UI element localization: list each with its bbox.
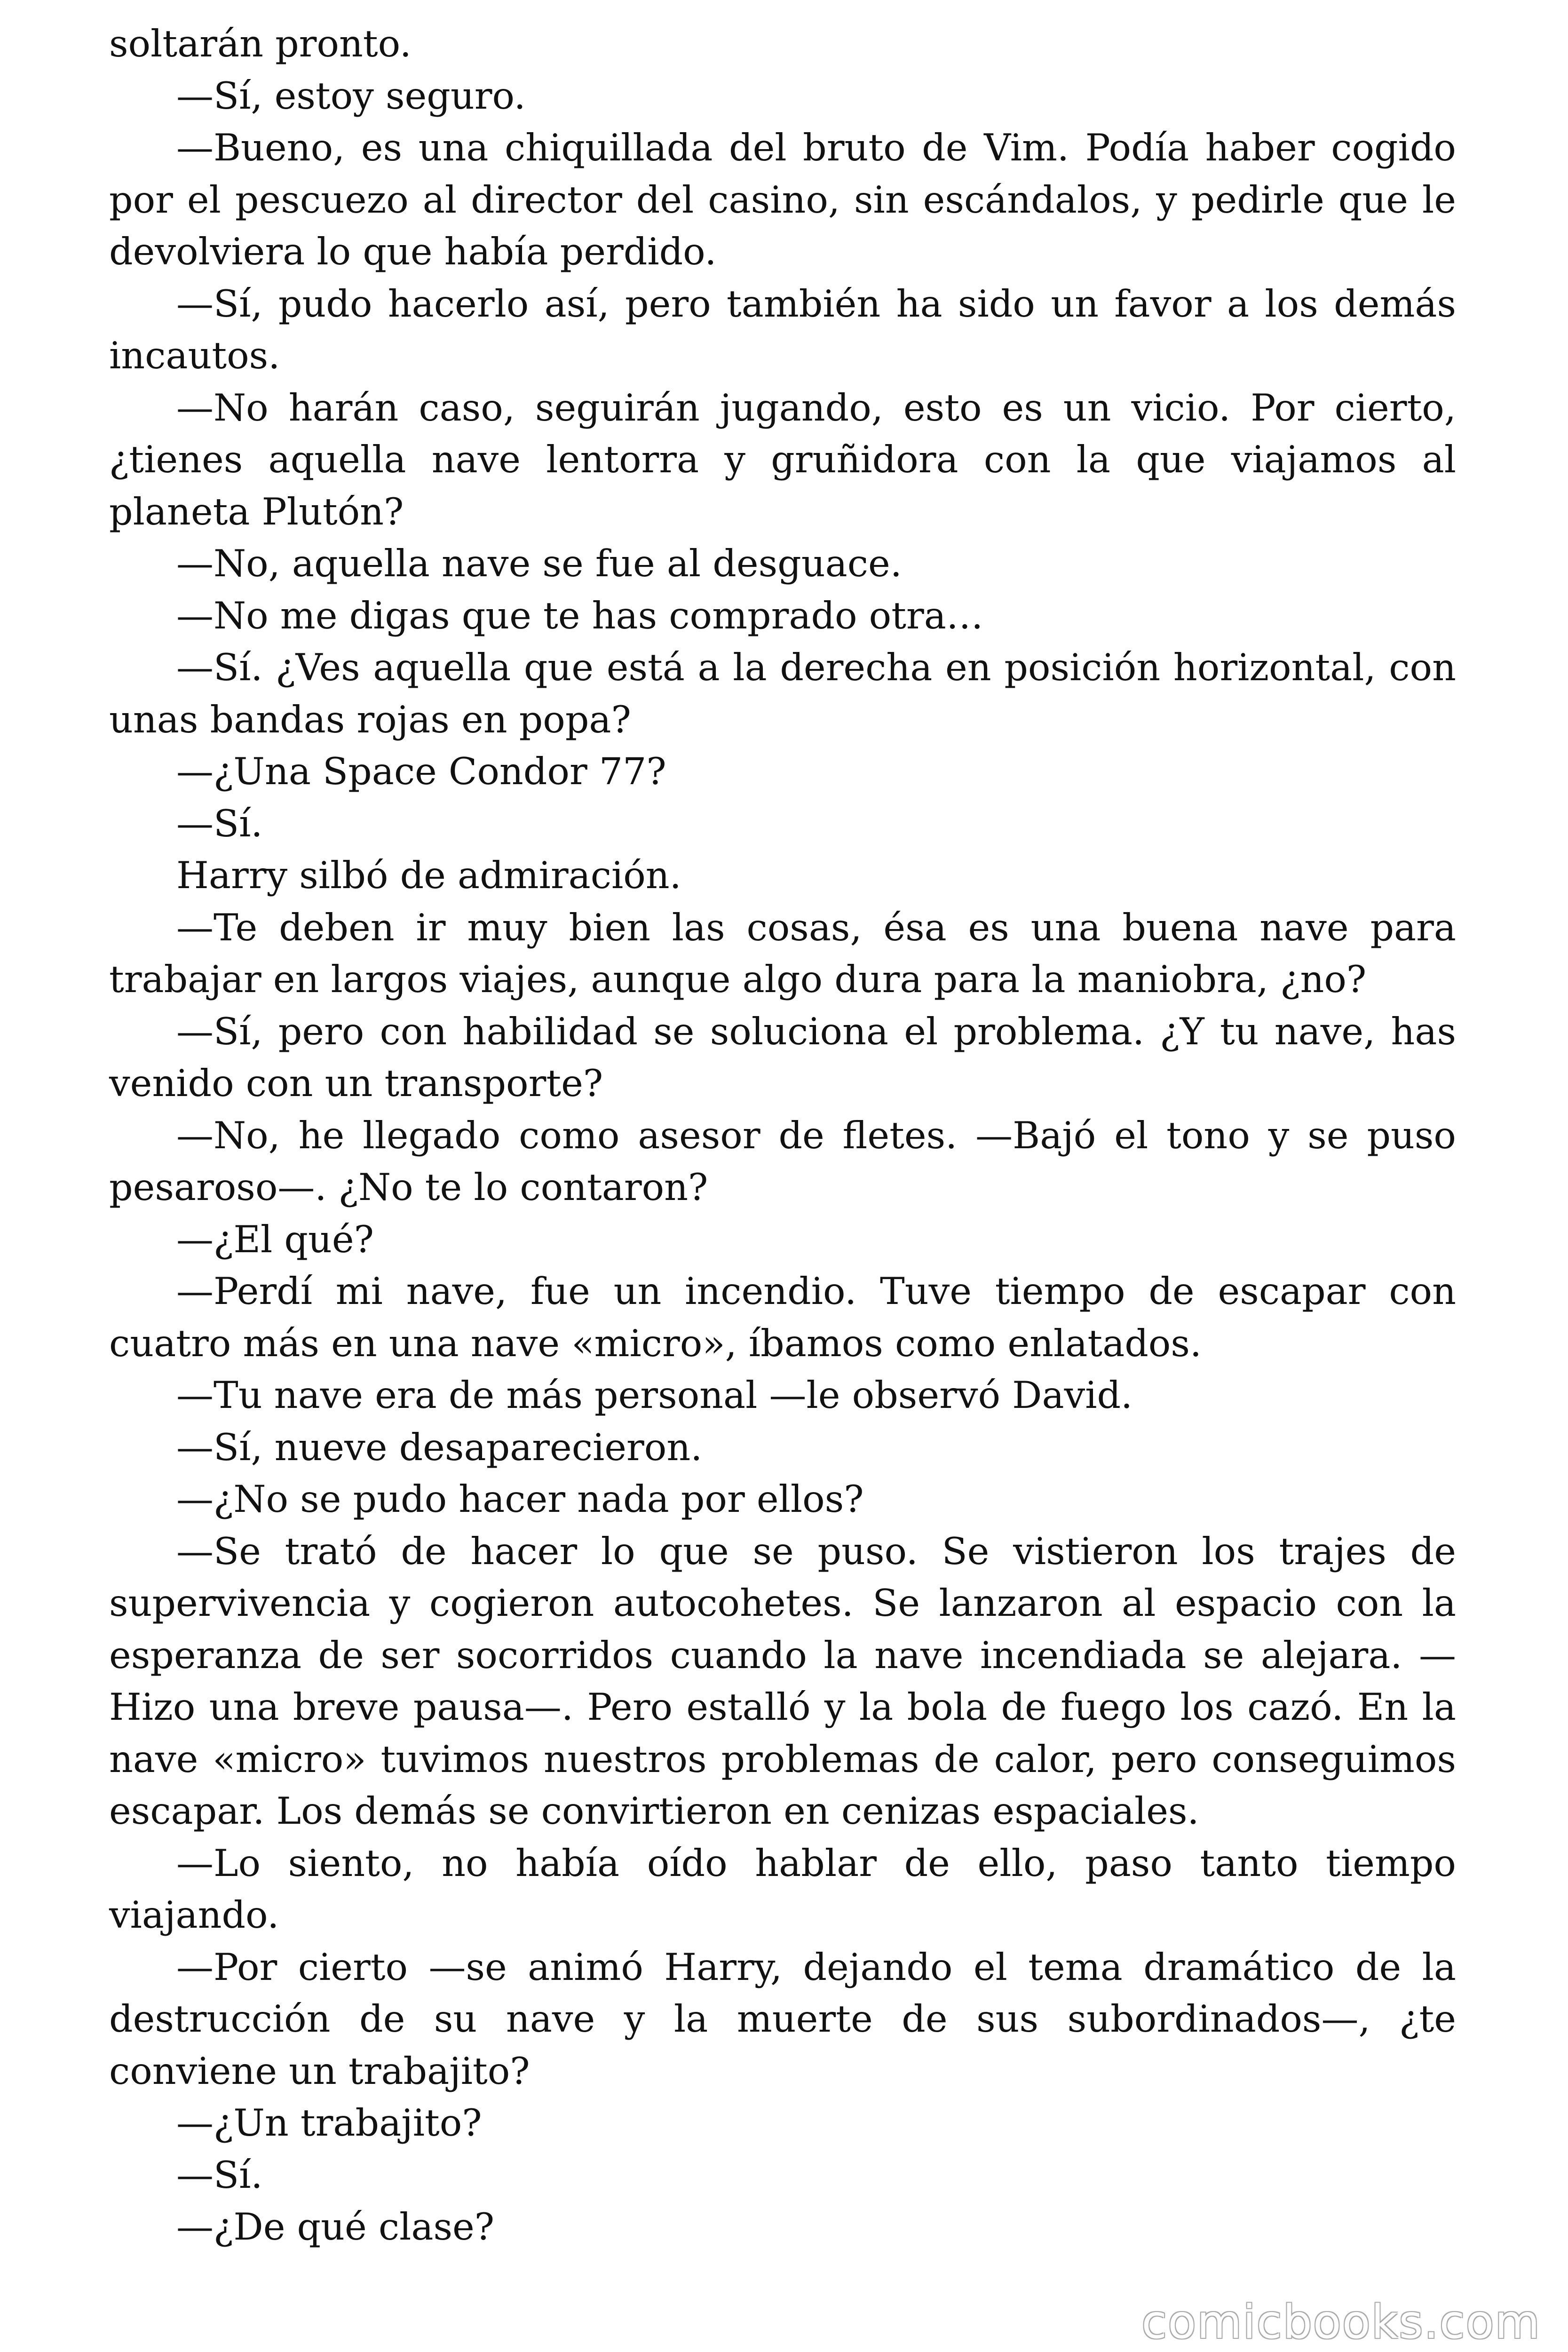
paragraph: —Te deben ir muy bien las cosas, ésa es una buena nave para trabajar en largos viajes, aunque algo dura para la maniobra, ¿no? <box>109 906 1456 1001</box>
paragraph: —Sí, nueve desaparecieron. <box>176 1425 703 1469</box>
paragraph: —Bueno, es una chiquillada del bruto de Vim. Podía haber cogido por el pescuezo al director del casino, sin escándalos, y pedirle que le devolviera lo que había perdido. <box>109 126 1456 273</box>
paragraph: soltarán pronto. <box>109 22 412 65</box>
paragraph: —Se trató de hacer lo que se puso. Se vistieron los trajes de supervivencia y cogieron autocohetes. Se lanzaron al espacio con la esperanza de ser socorridos cuando la nave incendiada se alejara. —Hizo una breve pausa—. Pero estalló y la bola de fuego los cazó. En la nave «micro» tuvimos nuestros problemas de calor, pero conseguimos escapar. Los demás se convirtieron en cenizas espaciales. <box>109 1529 1456 1833</box>
paragraph: —¿De qué clase? <box>176 2205 495 2249</box>
paragraph: —¿El qué? <box>176 1217 374 1261</box>
paragraph: Harry silbó de admiración. <box>176 854 681 897</box>
paragraph: —Sí. <box>176 2153 263 2197</box>
paragraph: —Perdí mi nave, fue un incendio. Tuve tiempo de escapar con cuatro más en una nave «micro», íbamos como enlatados. <box>109 1270 1456 1365</box>
paragraph: —¿Una Space Condor 77? <box>176 750 666 793</box>
paragraph: —Sí. ¿Ves aquella que está a la derecha en posición horizontal, con unas bandas rojas en popa? <box>109 646 1456 741</box>
paragraph: —Sí, estoy seguro. <box>176 74 526 118</box>
paragraph: —Por cierto —se animó Harry, dejando el tema dramático de la destrucción de su nave y la muerte de sus subordinados—, ¿te conviene un trabajito? <box>109 1945 1456 2093</box>
paragraph: —Sí, pudo hacerlo así, pero también ha sido un favor a los demás incautos. <box>109 282 1456 377</box>
paragraph: —No me digas que te has comprado otra… <box>176 594 983 637</box>
paragraph: —Lo siento, no había oído hablar de ello, paso tanto tiempo viajando. <box>109 1841 1456 1937</box>
paragraph: —Tu nave era de más personal —le observó David. <box>176 1374 1133 1417</box>
paragraph: —No harán caso, seguirán jugando, esto es un vicio. Por cierto, ¿tienes aquella nave lentorra y gruñidora con la que viajamos al planeta Plutón? <box>109 386 1456 533</box>
page-text <box>109 18 1456 2253</box>
paragraph: —Sí, pero con habilidad se soluciona el problema. ¿Y tu nave, has venido con un transporte? <box>109 1009 1456 1105</box>
watermark: comicbooks.com <box>1141 2296 1541 2349</box>
paragraph: —No, he llegado como asesor de fletes. —Bajó el tono y se puso pesaroso—. ¿No te lo contaron? <box>109 1113 1456 1209</box>
paragraph: —Sí. <box>176 802 263 845</box>
paragraph: —¿No se pudo hacer nada por ellos? <box>176 1478 864 1521</box>
paragraph: —¿Un trabajito? <box>176 2101 482 2145</box>
paragraph: —No, aquella nave se fue al desguace. <box>176 542 902 585</box>
